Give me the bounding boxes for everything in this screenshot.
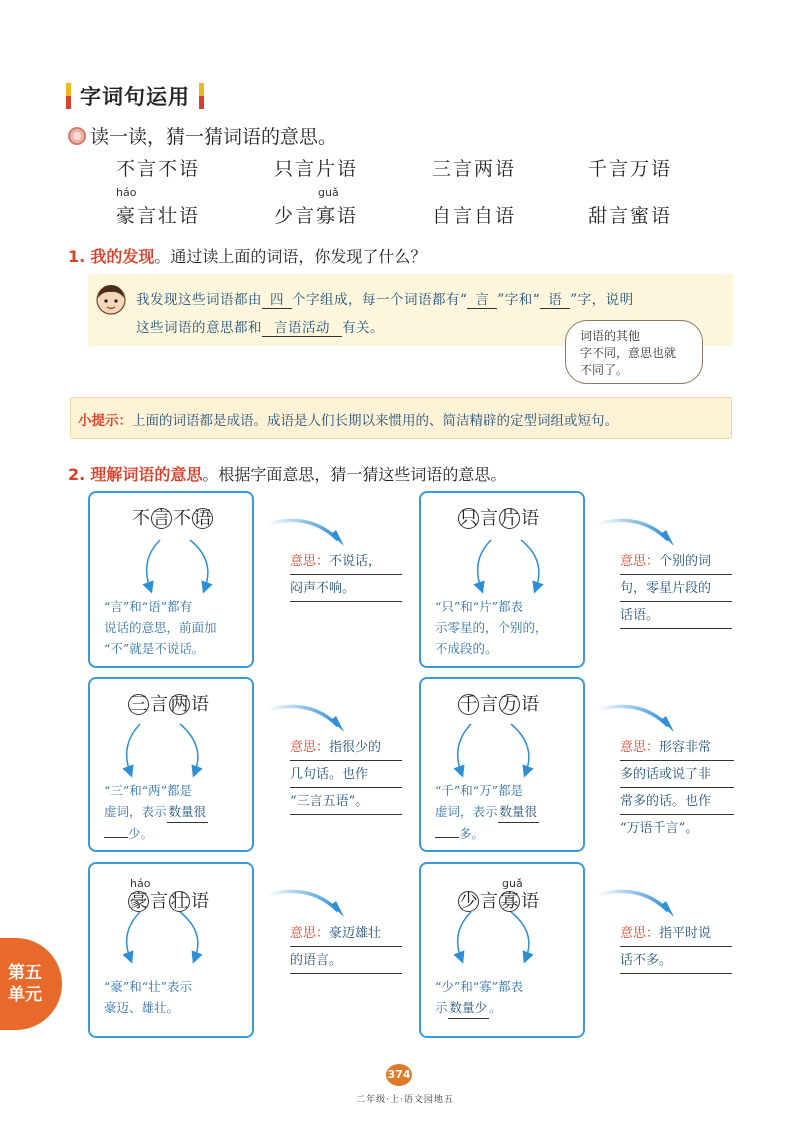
meaning-answer: 意思：指平时说 话不多。: [620, 920, 732, 974]
card-note: “少”和“寡”都表 示 数量少 。: [435, 976, 523, 1019]
idiom-item: 自言自语: [432, 205, 517, 227]
card-title: 豪 言 壮 语: [129, 891, 209, 912]
meaning-text[interactable]: 闷声不响。: [290, 575, 402, 602]
meaning-text[interactable]: 几句话。也作: [290, 761, 402, 788]
idiom-item: 不言不语: [116, 158, 201, 180]
idiom-item: 少言寡语: [274, 205, 359, 227]
tip-text: 小提示：上面的词语都是成语。成语是人们长期以来惯用的、简洁精辟的定型词组或短句。: [78, 413, 618, 429]
meaning-text[interactable]: 指很少的: [329, 740, 382, 755]
meaning-answer: 意思：个别的词 句，零星片段的 话语。: [620, 548, 732, 629]
discovery-blank-count[interactable]: 四: [262, 288, 292, 309]
idiom-item: 千言万语: [588, 158, 673, 180]
idiom-item: 甜言蜜语: [588, 205, 673, 227]
card-title: 少 言 寡 语: [459, 891, 539, 912]
pinyin-gua: guǎ: [502, 877, 523, 890]
meaning-answer: 意思：豪迈雄壮 的语言。: [290, 920, 402, 974]
discovery-line-1: 我发现这些词语都由 四 个字组成，每一个词语都有“ 言 ”字和“ 语 ”字，说明: [136, 288, 634, 309]
pinyin-gua: guǎ: [318, 186, 339, 199]
meaning-text[interactable]: 不说话，: [329, 554, 382, 569]
meaning-text[interactable]: 常多的话。也作: [620, 788, 734, 815]
card-note: “三”和“两”都是 虚词，表示 数量很 少。: [104, 783, 207, 841]
meaning-text[interactable]: 豪迈雄壮: [329, 926, 382, 941]
meaning-text[interactable]: “三言五语”。: [290, 788, 402, 815]
footer-text: 二年级·上·语文园地五: [356, 1095, 454, 1105]
discovery-line-2: 这些词语的意思都和 言语活动 有关。: [136, 316, 384, 337]
discovery-blank-topic[interactable]: 言语活动: [262, 316, 342, 337]
idiom-item: 只言片语: [274, 158, 359, 180]
meaning-answer: 意思：指很少的 几句话。也作 “三言五语”。: [290, 734, 402, 815]
meaning-text[interactable]: 形容非常: [659, 740, 712, 755]
meaning-text[interactable]: 指平时说: [659, 926, 712, 941]
meaning-text[interactable]: “万语千言”。: [620, 821, 699, 836]
meaning-text[interactable]: 个别的词: [659, 554, 712, 569]
question-1-heading: 1. 我的发现。通过读上面的词语，你发现了什么？: [68, 247, 427, 266]
discovery-blank-yu[interactable]: 语: [540, 288, 570, 309]
pinyin-hao: háo: [130, 877, 151, 890]
card-title: 三 言 两 语: [129, 694, 209, 715]
meaning-text[interactable]: 句，零星片段的: [620, 575, 732, 602]
idiom-item: 三言两语: [432, 158, 517, 180]
card-note: “豪”和“壮”表示 豪迈、雄壮。: [104, 979, 193, 1015]
meaning-text[interactable]: 话不多。: [620, 947, 732, 974]
note-blank[interactable]: 数量少: [448, 997, 490, 1019]
question-2-heading: 2. 理解词语的意思。根据字面意思，猜一猜这些词语的意思。: [68, 465, 507, 484]
card-title: 千 言 万 语: [459, 694, 539, 715]
idiom-item: 豪言壮语: [116, 205, 201, 227]
card-note: “千”和“万”都是 虚词，表示 数量很 多。: [435, 783, 538, 841]
section-title: 字词句运用: [66, 82, 204, 110]
discovery-blank-yan[interactable]: 言: [467, 288, 497, 309]
pinyin-hao: háo: [116, 186, 137, 199]
meaning-answer: 意思：形容非常 多的话或说了非 常多的话。也作 “万语千言”。: [620, 734, 734, 842]
card-note: “只”和“片”都表 示零星的，个别的， 不成段的。: [435, 599, 548, 656]
card-note: “言”和“语”都有 说话的意思，前面加 “不”就是不说话。: [104, 599, 217, 656]
meaning-text[interactable]: 的语言。: [290, 947, 402, 974]
meaning-text[interactable]: 话语。: [620, 602, 732, 629]
card-title: 不 言 不 语: [132, 508, 212, 529]
read-prompt: 读一读，猜一猜词语的意思。: [68, 122, 337, 149]
unit-tab: 第五 单元: [0, 938, 62, 1030]
speech-bubble: 词语的其他 字不同，意思也就 不同了。: [565, 320, 703, 384]
note-blank[interactable]: 数量很: [167, 801, 209, 823]
meaning-answer: 意思：不说话， 闷声不响。: [290, 548, 402, 602]
page-number: 374: [386, 1064, 412, 1086]
note-blank[interactable]: 数量很: [498, 801, 540, 823]
card-title: 只 言 片 语: [459, 508, 539, 529]
meaning-text[interactable]: 多的话或说了非: [620, 761, 734, 788]
